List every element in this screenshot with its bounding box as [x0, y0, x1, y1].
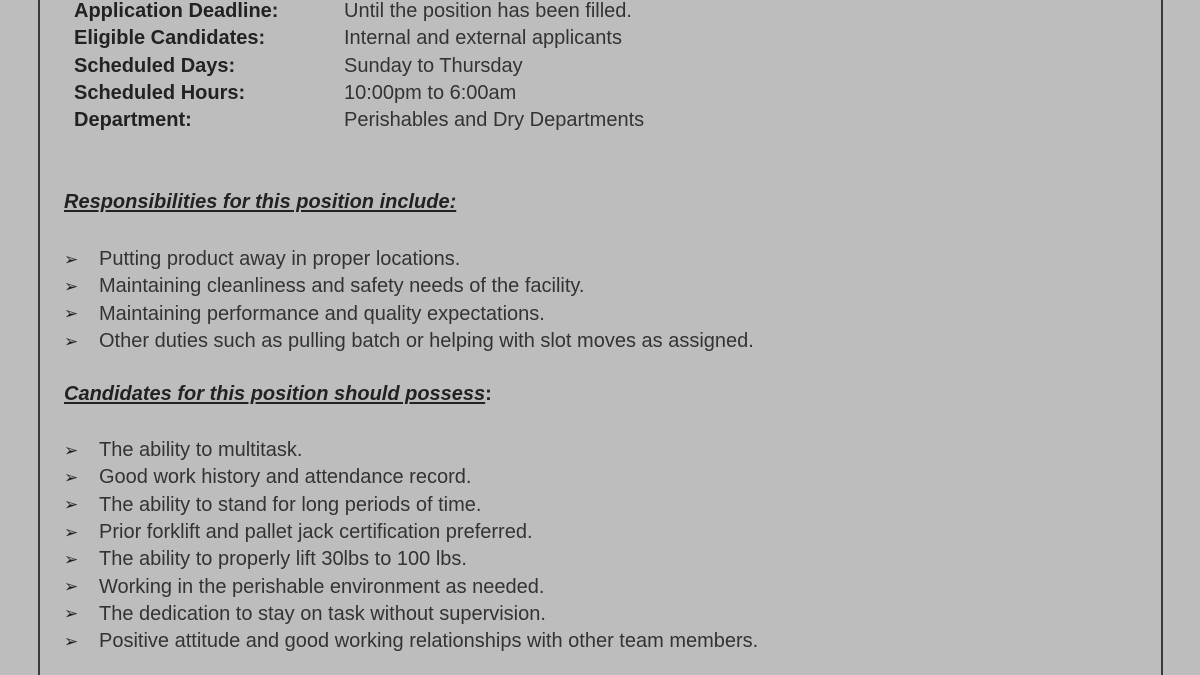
list-item-text: Working in the perishable environment as needed.: [99, 575, 545, 598]
list-item-text: The dedication to stay on task without supervision.: [99, 602, 546, 625]
detail-value: Perishables and Dry Departments: [344, 109, 645, 132]
detail-label: Scheduled Hours:: [74, 82, 246, 105]
arrowhead-bullet-icon: ➢: [64, 304, 79, 324]
detail-value: 10:00pm to 6:00am: [344, 82, 517, 105]
list-item-text: The ability to properly lift 30lbs to 100 lbs.: [99, 548, 467, 571]
detail-value: Until the position has been filled.: [344, 0, 632, 23]
list-item-text: The ability to multitask.: [99, 439, 303, 462]
detail-row-application-deadline: [74, 0, 644, 25]
list-item-text: Maintaining performance and quality expectations.: [99, 302, 545, 325]
candidates-list: [64, 437, 758, 655]
list-item: [64, 628, 758, 655]
arrowhead-bullet-icon: ➢: [64, 467, 79, 487]
list-item: [64, 464, 758, 491]
detail-row-eligible-candidates: [74, 25, 644, 52]
list-item-text: Good work history and attendance record.: [99, 466, 472, 489]
list-item: [64, 246, 754, 273]
list-item-text: Putting product away in proper locations.: [99, 248, 461, 271]
detail-row-department: [74, 107, 644, 134]
list-item-text: Other duties such as pulling batch or helping with slot moves as assigned.: [99, 330, 754, 353]
detail-label: Scheduled Days:: [74, 54, 236, 77]
arrowhead-bullet-icon: ➢: [64, 440, 79, 460]
arrowhead-bullet-icon: ➢: [64, 276, 79, 296]
arrowhead-bullet-icon: ➢: [64, 604, 79, 624]
list-item: [64, 519, 758, 546]
arrowhead-bullet-icon: ➢: [64, 577, 79, 597]
detail-label: Department:: [74, 109, 192, 132]
detail-row-scheduled-hours: [74, 80, 644, 107]
candidates-heading-text: Candidates for this position should possess: [64, 383, 486, 405]
list-item-text: The ability to stand for long periods of time.: [99, 493, 482, 516]
responsibilities-heading: [64, 191, 456, 214]
arrowhead-bullet-icon: ➢: [64, 495, 79, 515]
detail-row-scheduled-days: [74, 53, 644, 80]
candidates-heading: [64, 383, 492, 406]
arrowhead-bullet-icon: ➢: [64, 331, 79, 351]
arrowhead-bullet-icon: ➢: [64, 522, 79, 542]
responsibilities-list: [64, 246, 754, 355]
list-item-text: Positive attitude and good working relationships with other team members.: [99, 630, 759, 653]
list-item: [64, 328, 754, 355]
list-item: [64, 273, 754, 300]
list-item: [64, 437, 758, 464]
arrowhead-bullet-icon: ➢: [64, 549, 79, 569]
list-item: [64, 601, 758, 628]
job-details-table: [74, 0, 644, 134]
detail-label: Eligible Candidates:: [74, 27, 266, 50]
detail-label: Application Deadline:: [74, 0, 279, 23]
detail-value: Internal and external applicants: [344, 27, 622, 50]
detail-value: Sunday to Thursday: [344, 54, 523, 77]
list-item: [64, 546, 758, 573]
list-item-text: Prior forklift and pallet jack certification preferred.: [99, 521, 533, 544]
list-item-text: Maintaining cleanliness and safety needs of the facility.: [99, 275, 585, 298]
arrowhead-bullet-icon: ➢: [64, 249, 79, 269]
list-item: [64, 301, 754, 328]
arrowhead-bullet-icon: ➢: [64, 631, 79, 651]
list-item: [64, 573, 758, 600]
responsibilities-heading-text: Responsibilities for this position include:: [64, 191, 457, 213]
candidates-heading-colon: :: [485, 383, 492, 405]
list-item: [64, 492, 758, 519]
